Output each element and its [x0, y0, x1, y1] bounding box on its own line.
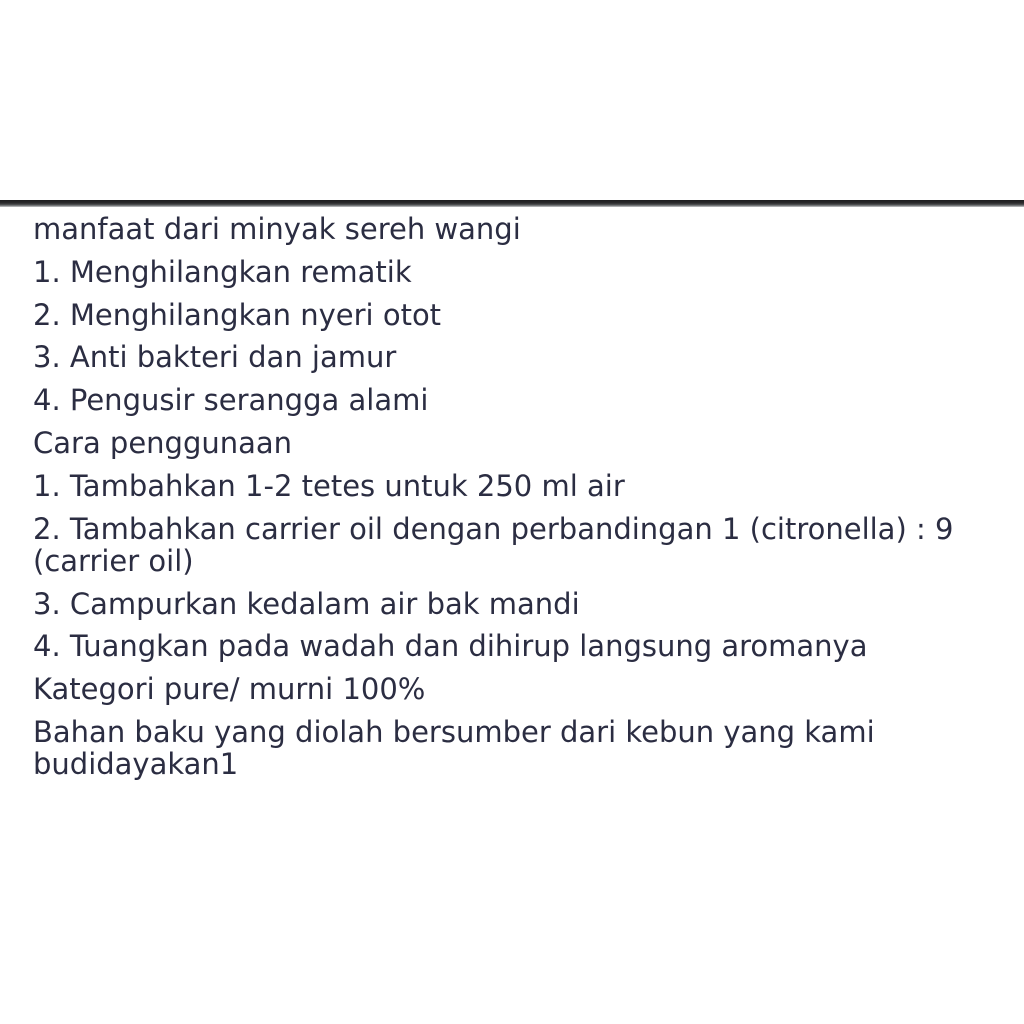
- benefit-item: 3. Anti bakteri dan jamur: [33, 340, 397, 375]
- source-text: Bahan baku yang diolah bersumber dari kebun yang kami budidayakan1: [33, 714, 875, 781]
- benefit-item: 1. Menghilangkan rematik: [33, 254, 412, 289]
- benefits-heading: manfaat dari minyak sereh wangi: [33, 212, 521, 246]
- usage-item: 4. Tuangkan pada wadah dan dihirup langsung aromanya: [33, 629, 868, 664]
- benefit-item: 4. Pengusir serangga alami: [33, 383, 429, 418]
- category-text: Kategori pure/ murni 100%: [33, 672, 426, 707]
- top-divider: [0, 200, 1024, 207]
- product-description-text: [33, 208, 1008, 786]
- benefit-item: 2. Menghilangkan nyeri otot: [33, 297, 442, 332]
- usage-item: 2. Tambahkan carrier oil dengan perbandingan 1 (citronella) : 9 (carrier oil): [33, 511, 954, 578]
- usage-heading: Cara penggunaan: [33, 425, 293, 460]
- usage-item: 3. Campurkan kedalam air bak mandi: [33, 586, 580, 621]
- usage-item: 1. Tambahkan 1-2 tetes untuk 250 ml air: [33, 468, 625, 503]
